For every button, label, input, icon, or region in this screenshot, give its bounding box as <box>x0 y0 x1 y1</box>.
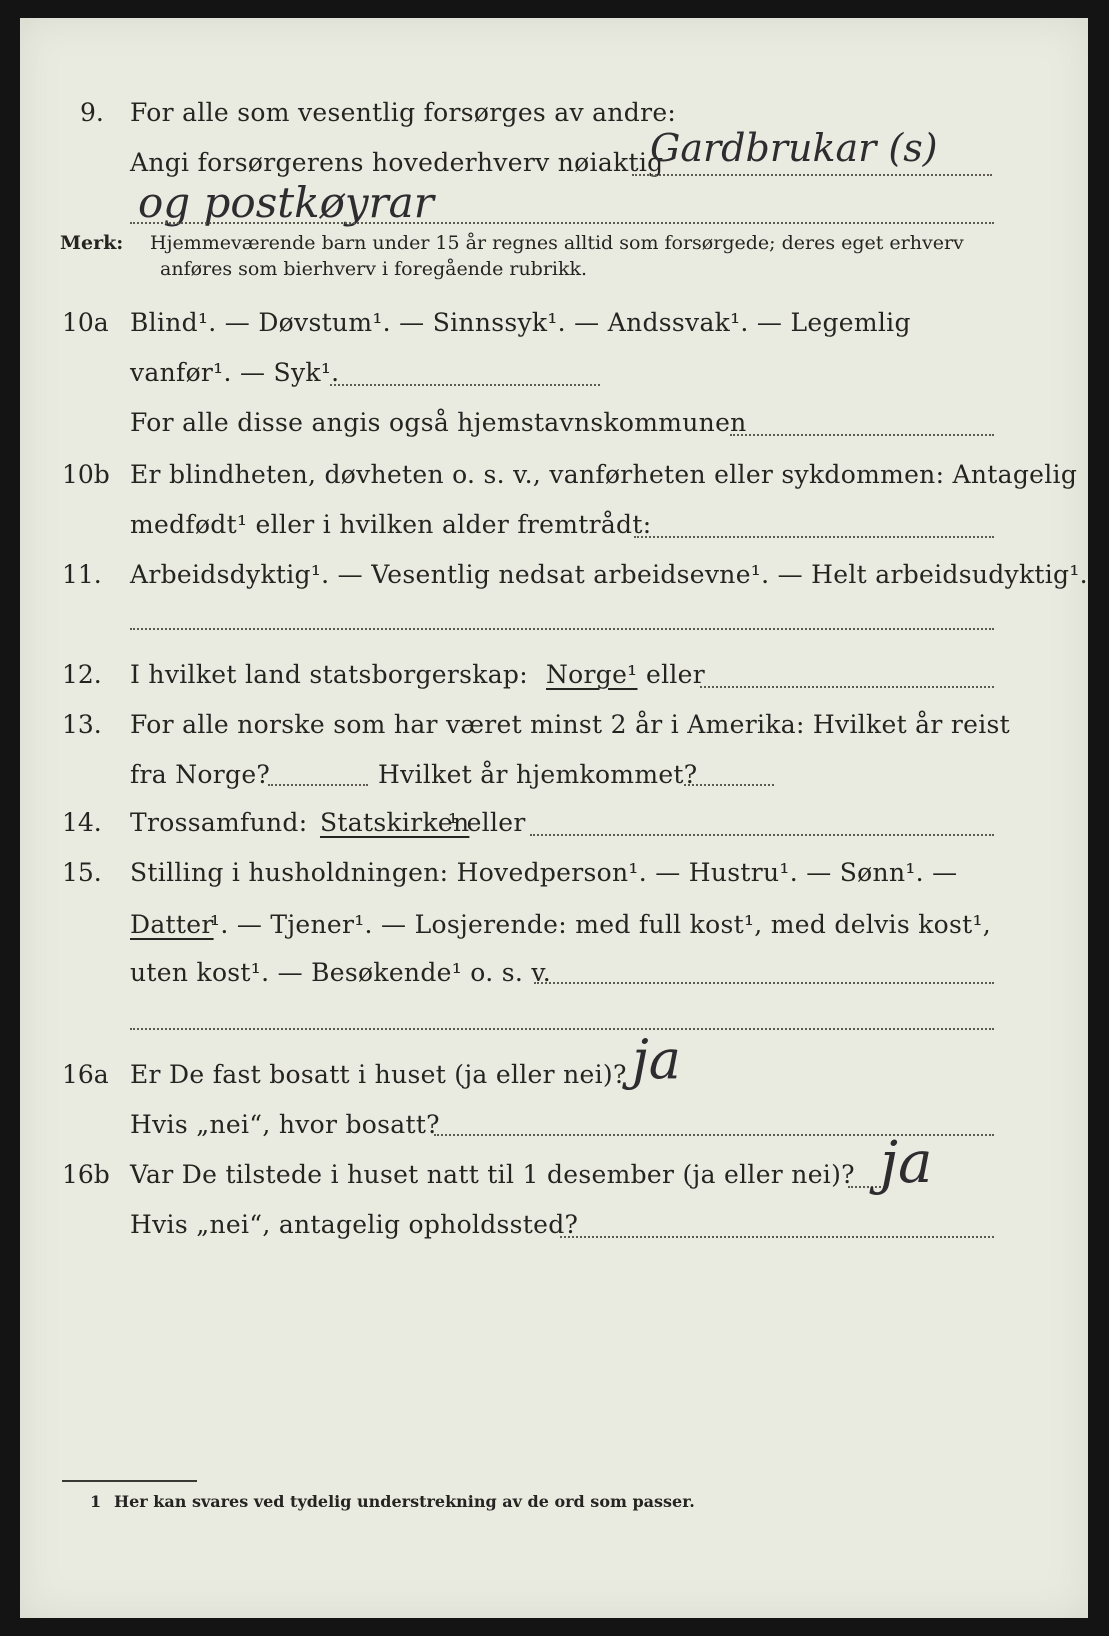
q15-answer-line1 <box>534 982 994 984</box>
q13-line2a: fra Norge? <box>130 760 271 789</box>
q10a-line1: Blind¹. — Døvstum¹. — Sinnssyk¹. — Andssvak¹. — Legemlig <box>130 308 911 337</box>
q13-line1: For alle norske som har været minst 2 år i Amerika: Hvilket år reist <box>130 710 1011 739</box>
q10a-kommune-line <box>730 434 994 436</box>
q15-line1: Stilling i husholdningen: Hovedperson¹. — Hustru¹. — Sønn¹. — <box>130 858 958 887</box>
q12-answer-line <box>700 686 994 688</box>
q15-line2rest: ¹. — Tjener¹. — Losjerende: med full kost¹, med delvis kost¹, <box>210 910 992 939</box>
q15-datter: Datter <box>130 910 214 939</box>
q16a-number: 16a <box>62 1060 109 1089</box>
q12-norge: Norge¹ <box>546 660 638 689</box>
q10a-line3: For alle disse angis også hjemstavnskommunen <box>130 408 747 437</box>
q9-answer-line1 <box>632 174 992 176</box>
q9-handwritten-answer1: Gardbrukar (s) <box>650 126 938 170</box>
q15-line3: uten kost¹. — Besøkende¹ o. s. v. <box>130 958 552 987</box>
q16a-handwritten-answer: ja <box>632 1028 681 1091</box>
q16b-opholdssted-line <box>560 1236 994 1238</box>
footnote-text: Her kan svares ved tydelig understrekning av de ord som passer. <box>114 1492 695 1511</box>
q10b-line2: medfødt¹ eller i hvilken alder fremtrådt: <box>130 510 652 539</box>
q11-number: 11. <box>62 560 102 589</box>
footnote-mark: 1 <box>90 1492 102 1511</box>
merk-label: Merk: <box>60 232 124 254</box>
q10a-number: 10a <box>62 308 109 337</box>
q11-answer-line <box>130 628 994 630</box>
q16b-number: 16b <box>62 1160 110 1189</box>
q16b-line1: Var De tilstede i huset natt til 1 desember (ja eller nei)? <box>130 1160 855 1189</box>
q16b-handwritten-answer: ja <box>880 1128 933 1196</box>
q9-handwritten-answer2: og postkøyrar <box>138 178 434 227</box>
q14-rest: ¹ eller <box>448 808 526 837</box>
q13-line2b: Hvilket år hjemkommet? <box>378 760 698 789</box>
q16a-line1: Er De fast bosatt i huset (ja eller nei)? <box>130 1060 627 1089</box>
q13-number: 13. <box>62 710 102 739</box>
q11-line1: Arbeidsdyktig¹. — Vesentlig nedsat arbeidsevne¹. — Helt arbeidsudyktig¹. <box>130 560 1088 589</box>
q12-number: 12. <box>62 660 102 689</box>
q13-reist-line <box>268 784 368 786</box>
q10b-number: 10b <box>62 460 110 489</box>
merk-line2: anføres som bierhverv i foregående rubrikk. <box>160 258 588 280</box>
q12-eller: eller <box>646 660 706 689</box>
q14-answer-line <box>530 834 994 836</box>
q16a-line2: Hvis „nei“, hvor bosatt? <box>130 1110 440 1139</box>
q16b-line2: Hvis „nei“, antagelig opholdssted? <box>130 1210 579 1239</box>
q10b-answer-line <box>634 536 994 538</box>
q15-answer-line2 <box>130 1028 994 1030</box>
q10b-line1: Er blindheten, døvheten o. s. v., vanførheten eller sykdommen: Antagelig <box>130 460 1078 489</box>
q15-number: 15. <box>62 858 102 887</box>
q12-text: I hvilket land statsborgerskap: <box>130 660 528 689</box>
q13-hjemkommet-line <box>684 784 774 786</box>
footnote-rule <box>62 1480 197 1482</box>
q9-line1: For alle som vesentlig forsørges av andre: <box>130 98 677 127</box>
q14-number: 14. <box>62 808 102 837</box>
q10a-syk-line <box>330 384 600 386</box>
q9-answer-line2 <box>130 222 994 224</box>
census-form-page <box>20 18 1088 1618</box>
q9-number: 9. <box>80 98 104 127</box>
q9-line2: Angi forsørgerens hovederhverv nøiaktig <box>130 148 664 177</box>
merk-line1: Hjemmeværende barn under 15 år regnes alltid som forsørgede; deres eget erhverv <box>150 232 964 254</box>
q10a-line2: vanfør¹. — Syk¹. <box>130 358 340 387</box>
q14-statskirken: Statskirken <box>320 808 470 837</box>
q14-text: Trossamfund: <box>130 808 308 837</box>
